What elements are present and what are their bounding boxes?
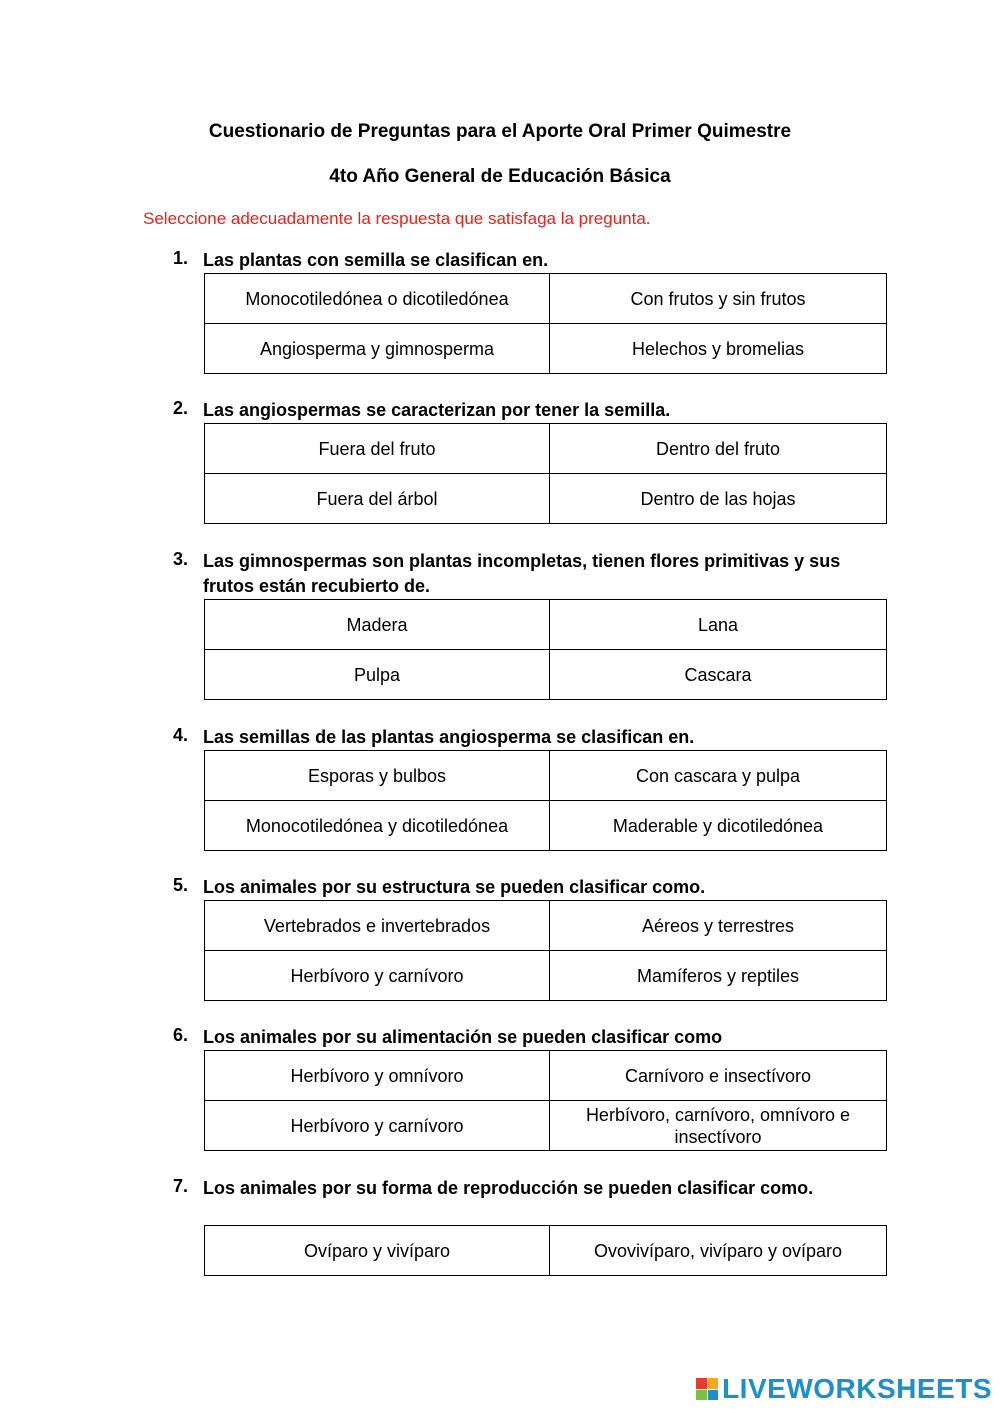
question-text: Los animales por su alimentación se pueden clasificar como	[203, 1027, 723, 1047]
question-number: 4.	[173, 725, 189, 745]
answer-option[interactable]: Vertebrados e invertebrados	[205, 901, 550, 951]
brand-text: LIVEWORKSHEETS	[722, 1373, 992, 1404]
answer-table	[204, 599, 887, 700]
instruction-text: Seleccione adecuadamente la respuesta que satisfaga la pregunta.	[143, 209, 651, 228]
question-text: Las gimnospermas son plantas incompletas, tienen flores primitivas y sus frutos están recubierto de.	[203, 551, 841, 596]
answer-option[interactable]: Monocotiledónea y dicotiledónea	[205, 801, 550, 851]
question-number: 1.	[173, 248, 189, 268]
answer-option[interactable]: Dentro de las hojas	[550, 474, 887, 524]
answer-table	[204, 750, 887, 851]
answer-option[interactable]: Cascara	[550, 650, 887, 700]
answer-table	[204, 1225, 887, 1276]
answer-option[interactable]: Madera	[205, 600, 550, 650]
answer-option[interactable]: Con cascara y pulpa	[550, 751, 887, 801]
answer-option[interactable]: Monocotiledónea o dicotiledónea	[205, 274, 550, 324]
answer-option[interactable]: Fuera del fruto	[205, 424, 550, 474]
answer-option[interactable]: Esporas y bulbos	[205, 751, 550, 801]
worksheet-subtitle: 4to Año General de Educación Básica	[329, 166, 671, 187]
question-number: 7.	[173, 1176, 189, 1196]
answer-option[interactable]: Aéreos y terrestres	[550, 901, 887, 951]
answer-option[interactable]: Con frutos y sin frutos	[550, 274, 887, 324]
answer-option[interactable]: Carnívoro e insectívoro	[550, 1051, 887, 1101]
logo-square	[708, 1378, 719, 1389]
answer-option[interactable]: Mamíferos y reptiles	[550, 951, 887, 1001]
answer-option[interactable]: Herbívoro y omnívoro	[205, 1051, 550, 1101]
liveworksheets-logo-icon	[696, 1378, 718, 1400]
answer-table	[204, 1050, 887, 1151]
answer-option[interactable]: Dentro del fruto	[550, 424, 887, 474]
question-number: 2.	[173, 398, 189, 418]
question-text: Las angiospermas se caracterizan por tener la semilla.	[203, 400, 671, 420]
logo-square	[696, 1378, 707, 1389]
question-text: Las plantas con semilla se clasifican en.	[203, 250, 549, 270]
answer-option[interactable]: Helechos y bromelias	[550, 324, 887, 374]
question-number: 3.	[173, 549, 189, 569]
liveworksheets-brand	[696, 1373, 992, 1405]
answer-option[interactable]: Angiosperma y gimnosperma	[205, 324, 550, 374]
logo-square	[696, 1390, 707, 1401]
answer-table	[204, 900, 887, 1001]
answer-option[interactable]: Herbívoro y carnívoro	[205, 951, 550, 1001]
answer-option[interactable]: Herbívoro, carnívoro, omnívoro e insectívoro	[550, 1101, 887, 1151]
answer-option[interactable]: Ovovivíparo, vivíparo y ovíparo	[550, 1226, 887, 1276]
answer-option[interactable]: Herbívoro y carnívoro	[205, 1101, 550, 1151]
answer-option[interactable]: Fuera del árbol	[205, 474, 550, 524]
question-number: 6.	[173, 1025, 189, 1045]
worksheet-title: Cuestionario de Preguntas para el Aporte Oral Primer Quimestre	[208, 121, 792, 142]
logo-square	[708, 1390, 719, 1401]
answer-table	[204, 423, 887, 524]
question-number: 5.	[173, 875, 189, 895]
question-text: Los animales por su forma de reproducción se pueden clasificar como.	[203, 1178, 814, 1198]
answer-option[interactable]: Pulpa	[205, 650, 550, 700]
answer-option[interactable]: Ovíparo y vivíparo	[205, 1226, 550, 1276]
answer-option[interactable]: Lana	[550, 600, 887, 650]
answer-table	[204, 273, 887, 374]
question-text: Los animales por su estructura se pueden clasificar como.	[203, 877, 706, 897]
answer-option[interactable]: Maderable y dicotiledónea	[550, 801, 887, 851]
question-text: Las semillas de las plantas angiosperma se clasifican en.	[203, 727, 695, 747]
